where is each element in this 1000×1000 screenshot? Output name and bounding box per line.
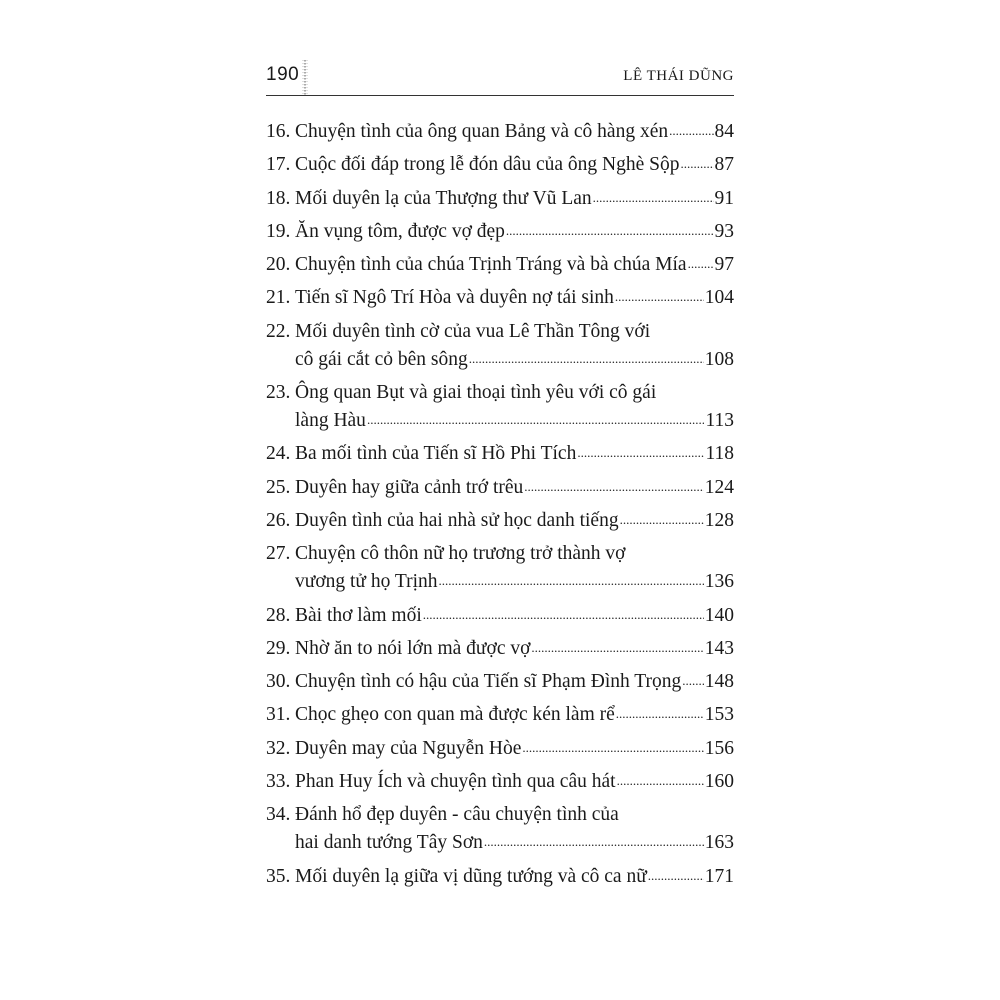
toc-entry-page: 87 xyxy=(714,154,734,176)
toc-entry-number: 30. xyxy=(266,671,291,693)
toc-entry-page: 104 xyxy=(704,287,734,309)
dot-leader xyxy=(648,862,704,890)
toc-entry-title: Chuyện cô thôn nữ họ trương trở thành vợ xyxy=(295,543,626,565)
toc-entry-page: 108 xyxy=(704,348,734,370)
toc-entry xyxy=(266,118,734,146)
toc-entry xyxy=(266,801,734,857)
toc-entry-page: 148 xyxy=(704,671,734,693)
toc-entry-number: 28. xyxy=(266,604,291,626)
toc-entry-page: 128 xyxy=(704,509,734,531)
toc-entry-title: Ăn vụng tôm, được vợ đẹp xyxy=(295,220,505,242)
dot-leader xyxy=(423,601,704,629)
toc-entry-title: Nhờ ăn to nói lớn mà được vợ xyxy=(295,637,531,659)
toc-entry-number: 22. xyxy=(266,320,291,342)
toc-entry-page: 84 xyxy=(714,121,734,142)
toc-entry-page: 118 xyxy=(705,443,734,465)
toc-entry-page: 124 xyxy=(704,476,734,498)
toc-entry-title: Tiến sĩ Ngô Trí Hòa và duyên nợ tái sinh xyxy=(295,287,614,309)
toc-entry-title: Bài thơ làm mối xyxy=(295,604,422,626)
toc-entry xyxy=(266,251,734,279)
toc-entry-number: 21. xyxy=(266,287,291,309)
page-number: 190 xyxy=(266,64,300,85)
toc-entry-number: 18. xyxy=(266,187,291,209)
toc-entry xyxy=(266,635,734,663)
toc-entry-page: 140 xyxy=(704,604,734,626)
toc-entry-title: cô gái cắt cỏ bên sông xyxy=(295,348,468,370)
toc-entry-title: Chuyện tình của chúa Trịnh Tráng và bà chúa Mía xyxy=(295,254,687,276)
toc-entry-number: 16. xyxy=(266,121,291,142)
toc-entry-number: 31. xyxy=(266,704,291,726)
toc-entry-number: 19. xyxy=(266,220,291,242)
toc-entry xyxy=(266,540,734,596)
toc-entry xyxy=(266,318,734,374)
toc-entry-title: Mối duyên lạ giữa vị dũng tướng và cô ca nữ xyxy=(295,865,647,887)
toc-entry xyxy=(266,284,734,312)
dot-leader xyxy=(669,117,713,145)
toc-entry xyxy=(266,768,734,796)
toc-entry xyxy=(266,668,734,696)
dot-leader xyxy=(681,150,714,178)
toc-entry-page: 143 xyxy=(704,637,734,659)
toc-entry-title: Chọc ghẹo con quan mà được kén làm rể xyxy=(295,704,615,726)
dot-leader xyxy=(682,667,704,695)
toc-entry-title: Chuyện tình của ông quan Bảng và cô hàng xén xyxy=(295,121,669,142)
toc-entry-page: 97 xyxy=(714,254,734,276)
toc-entry-title: Mối duyên tình cờ của vua Lê Thần Tông với xyxy=(295,320,651,342)
toc-entry-page: 136 xyxy=(704,571,734,593)
toc-entry-title: Duyên hay giữa cảnh trớ trêu xyxy=(295,476,524,498)
toc-entry-title: vương tử họ Trịnh xyxy=(295,571,438,593)
toc-entry xyxy=(266,863,734,891)
toc-entry xyxy=(266,735,734,763)
toc-entry-page: 93 xyxy=(714,220,734,242)
toc-entry-title: hai danh tướng Tây Sơn xyxy=(295,832,483,854)
toc-entry xyxy=(266,474,734,502)
page-header xyxy=(266,60,734,94)
dot-leader xyxy=(617,767,704,795)
toc-entry-page: 91 xyxy=(714,187,734,209)
table-of-contents xyxy=(266,118,734,896)
dot-leader xyxy=(577,439,704,467)
toc-entry xyxy=(266,218,734,246)
dot-leader xyxy=(524,473,703,501)
toc-entry-title: Chuyện tình có hậu của Tiến sĩ Phạm Đình Trọng xyxy=(295,671,682,693)
toc-entry-title: Đánh hổ đẹp duyên - câu chuyện tình của xyxy=(295,804,619,826)
dot-leader xyxy=(484,828,704,856)
dot-leader xyxy=(620,506,704,534)
toc-entry-number: 24. xyxy=(266,443,291,465)
toc-entry-page: 163 xyxy=(704,832,734,854)
dot-leader xyxy=(593,184,714,212)
toc-entry xyxy=(266,151,734,179)
toc-entry-number: 34. xyxy=(266,804,291,826)
toc-entry-title: Ông quan Bụt và giai thoại tình yêu với cô gái xyxy=(295,382,657,404)
toc-entry-page: 160 xyxy=(704,771,734,793)
dot-leader xyxy=(688,250,714,278)
dot-leader xyxy=(439,567,704,595)
toc-entry-number: 29. xyxy=(266,637,291,659)
toc-entry-number: 32. xyxy=(266,737,291,759)
toc-entry xyxy=(266,507,734,535)
dot-leader xyxy=(531,634,703,662)
toc-entry-number: 23. xyxy=(266,382,291,404)
toc-entry-title: Ba mối tình của Tiến sĩ Hồ Phi Tích xyxy=(295,443,577,465)
toc-entry-title: Duyên tình của hai nhà sử học danh tiếng xyxy=(295,509,619,531)
toc-entry-title: Duyên may của Nguyễn Hòe xyxy=(295,737,522,759)
toc-entry-number: 26. xyxy=(266,509,291,531)
toc-entry xyxy=(266,185,734,213)
toc-entry-page: 171 xyxy=(704,865,734,887)
toc-entry-page: 156 xyxy=(704,737,734,759)
toc-entry xyxy=(266,440,734,468)
toc-entry-title: Phan Huy Ích và chuyện tình qua câu hát xyxy=(295,771,616,793)
toc-entry-number: 35. xyxy=(266,865,291,887)
toc-entry-title: Mối duyên lạ của Thượng thư Vũ Lan xyxy=(295,187,592,209)
toc-entry-title: Cuộc đối đáp trong lễ đón dâu của ông Nghè Sộp xyxy=(295,154,680,176)
header-rule xyxy=(266,95,734,96)
toc-entry-number: 25. xyxy=(266,476,291,498)
dot-leader xyxy=(616,700,704,728)
running-header-author: LÊ THÁI DŨNG xyxy=(623,68,734,84)
toc-entry-page: 113 xyxy=(705,410,734,432)
toc-entry-number: 27. xyxy=(266,543,291,565)
toc-entry-number: 17. xyxy=(266,154,291,176)
dot-leader xyxy=(522,734,703,762)
dot-leader xyxy=(469,345,704,373)
toc-entry-title: làng Hàu xyxy=(295,410,366,432)
toc-entry xyxy=(266,602,734,630)
toc-entry-page: 153 xyxy=(704,704,734,726)
toc-entry xyxy=(266,379,734,435)
dot-leader xyxy=(506,217,714,245)
dot-leader xyxy=(615,283,704,311)
toc-entry-number: 20. xyxy=(266,254,291,276)
toc-entry xyxy=(266,701,734,729)
toc-entry-number: 33. xyxy=(266,771,291,793)
ornament-divider-icon xyxy=(302,60,308,96)
dot-leader xyxy=(367,406,705,434)
